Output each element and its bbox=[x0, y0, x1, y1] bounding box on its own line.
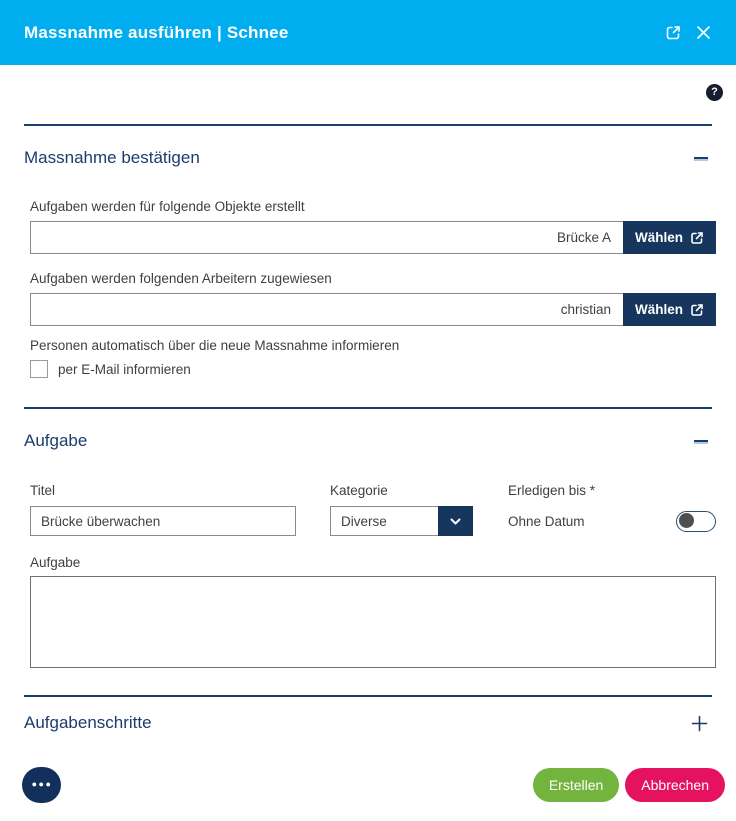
close-dialog-button[interactable] bbox=[688, 18, 718, 48]
title-input[interactable] bbox=[30, 506, 296, 536]
dialog-title: Massnahme ausführen | Schnee bbox=[24, 22, 289, 42]
email-checkbox[interactable] bbox=[30, 360, 48, 378]
dialog-footer bbox=[0, 767, 736, 803]
section-header-aufgabe bbox=[0, 431, 736, 451]
category-select[interactable] bbox=[330, 506, 473, 536]
no-date-toggle[interactable] bbox=[676, 511, 716, 532]
workers-input[interactable] bbox=[30, 293, 623, 326]
expand-section-button[interactable] bbox=[691, 715, 708, 731]
no-date-label: Ohne Datum bbox=[508, 513, 585, 529]
collapse-section-button[interactable] bbox=[694, 433, 708, 449]
minus-icon bbox=[694, 157, 708, 159]
confirm-section-fields bbox=[0, 168, 736, 378]
notify-info-text: Personen automatisch über die neue Massnahme informieren bbox=[30, 338, 400, 353]
expand-icon bbox=[664, 23, 683, 42]
chevron-down-icon bbox=[438, 506, 473, 536]
collapse-section-button[interactable] bbox=[694, 150, 708, 166]
workers-picker bbox=[30, 293, 716, 326]
workers-field-label: Aufgaben werden folgenden Arbeitern zugewiesen bbox=[30, 271, 332, 286]
category-field-label: Kategorie bbox=[330, 483, 388, 498]
section-title: Massnahme bestätigen bbox=[24, 148, 200, 167]
section-divider bbox=[24, 124, 712, 126]
choose-workers-button[interactable] bbox=[623, 293, 716, 326]
section-title: Aufgabenschritte bbox=[24, 713, 152, 732]
due-field-label: Erledigen bis * bbox=[508, 483, 596, 498]
description-field-label: Aufgabe bbox=[30, 555, 81, 570]
more-options-button[interactable] bbox=[22, 767, 61, 803]
section-header-aufgabenschritte bbox=[0, 713, 736, 733]
toggle-knob bbox=[679, 513, 694, 528]
external-link-icon bbox=[690, 303, 704, 317]
help-row bbox=[0, 65, 736, 101]
minus-icon bbox=[694, 440, 708, 442]
email-checkbox-label[interactable]: per E-Mail informieren bbox=[58, 361, 191, 377]
task-inputs-row bbox=[30, 506, 716, 536]
description-textarea[interactable] bbox=[30, 576, 716, 668]
task-section-fields bbox=[0, 451, 736, 668]
external-link-icon bbox=[690, 231, 704, 245]
create-button[interactable]: Erstellen bbox=[533, 768, 619, 802]
section-divider bbox=[24, 407, 712, 409]
task-labels-row bbox=[30, 483, 716, 498]
plus-icon bbox=[691, 715, 708, 732]
objects-input[interactable] bbox=[30, 221, 623, 254]
close-icon bbox=[696, 25, 711, 40]
section-title: Aufgabe bbox=[24, 431, 88, 450]
expand-dialog-button[interactable] bbox=[658, 18, 688, 48]
ellipsis-icon: ●●● bbox=[31, 779, 53, 789]
help-icon[interactable]: ? bbox=[706, 84, 723, 101]
choose-button-label: Wählen bbox=[634, 230, 683, 245]
choose-objects-button[interactable] bbox=[623, 221, 716, 254]
objects-picker bbox=[30, 221, 716, 254]
choose-button-label: Wählen bbox=[634, 302, 683, 317]
category-selected-value: Diverse bbox=[341, 513, 387, 529]
objects-field-label: Aufgaben werden für folgende Objekte erstellt bbox=[30, 199, 305, 214]
title-field-label: Titel bbox=[30, 483, 56, 498]
section-divider bbox=[24, 695, 712, 697]
email-checkbox-row bbox=[30, 360, 716, 378]
dialog-titlebar bbox=[0, 0, 736, 65]
section-header-massnahme-bestaetigen bbox=[0, 148, 736, 168]
cancel-button[interactable]: Abbrechen bbox=[625, 768, 725, 802]
